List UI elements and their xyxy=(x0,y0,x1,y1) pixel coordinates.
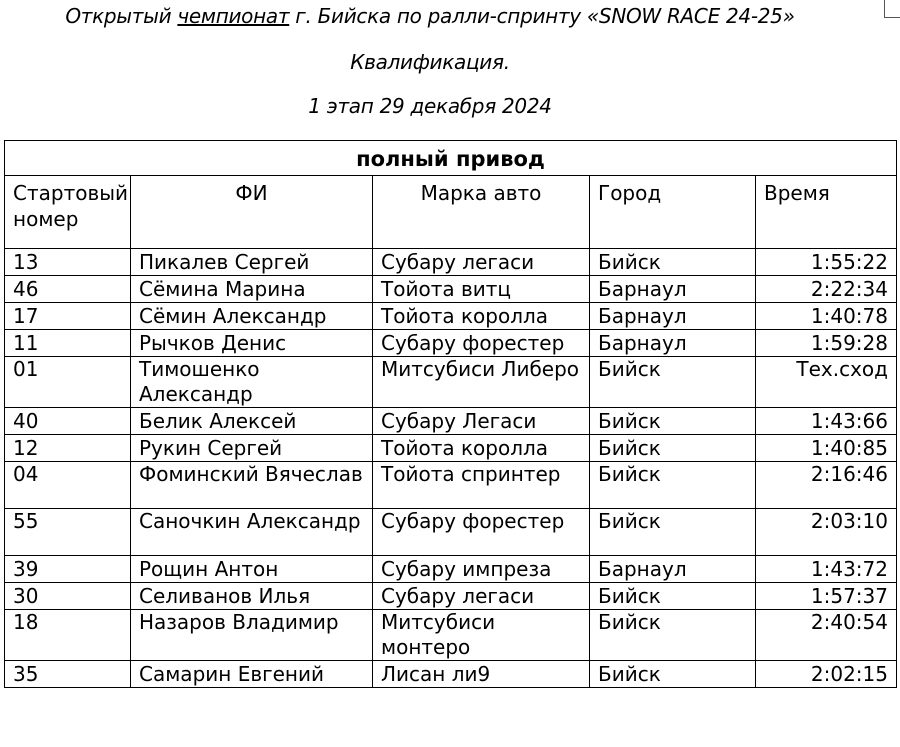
time-cell: 1:59:28 xyxy=(756,330,897,357)
time-cell: 1:57:37 xyxy=(756,583,897,610)
city-cell: Бийск xyxy=(590,462,756,509)
car-cell: Лисан ли9 xyxy=(373,661,590,688)
start-number-cell: 13 xyxy=(5,249,131,276)
car-cell: Тойота королла xyxy=(373,303,590,330)
title-underlined-word: чемпионат xyxy=(177,4,290,28)
stage-date: 1 этап 29 декабря 2024 xyxy=(308,94,552,118)
name-cell: Селиванов Илья xyxy=(131,583,373,610)
start-number-cell: 12 xyxy=(5,435,131,462)
car-cell: Тойота королла xyxy=(373,435,590,462)
car-cell: Тойота спринтер xyxy=(373,462,590,509)
city-cell: Бийск xyxy=(590,509,756,556)
city-cell: Барнаул xyxy=(590,303,756,330)
start-number-cell: 01 xyxy=(5,357,131,408)
start-number-cell: 40 xyxy=(5,408,131,435)
column-header-name: ФИ xyxy=(131,176,373,249)
car-cell: Субару импреза xyxy=(373,556,590,583)
table-row xyxy=(5,408,897,435)
car-cell: Субару легаси xyxy=(373,583,590,610)
time-cell: 2:03:10 xyxy=(756,509,897,556)
table-row xyxy=(5,556,897,583)
name-cell: Фоминский Вячеслав xyxy=(131,462,373,509)
car-cell: Митсубиси монтеро xyxy=(373,610,590,661)
name-cell: Самарин Евгений xyxy=(131,661,373,688)
time-cell: 2:22:34 xyxy=(756,276,897,303)
city-cell: Бийск xyxy=(590,357,756,408)
name-cell: Белик Алексей xyxy=(131,408,373,435)
window-corner-control xyxy=(884,0,900,18)
column-header-start-number: Стартовый номер xyxy=(5,176,131,249)
table-row xyxy=(5,276,897,303)
city-cell: Бийск xyxy=(590,249,756,276)
start-number-cell: 11 xyxy=(5,330,131,357)
table-header-row xyxy=(5,176,897,249)
table-row xyxy=(5,583,897,610)
time-cell: 2:02:15 xyxy=(756,661,897,688)
city-cell: Барнаул xyxy=(590,330,756,357)
name-cell: Сёмин Александр xyxy=(131,303,373,330)
title-suffix: г. Бийска по ралли-спринту «SNOW RACE 24-25» xyxy=(289,4,795,28)
name-cell: Сёмина Марина xyxy=(131,276,373,303)
city-cell: Барнаул xyxy=(590,556,756,583)
name-cell: Саночкин Александр xyxy=(131,509,373,556)
category-title: полный привод xyxy=(5,141,897,176)
championship-title xyxy=(0,4,860,28)
time-cell: Тех.сход xyxy=(756,357,897,408)
column-header-time: Время xyxy=(756,176,897,249)
name-cell: Рычков Денис xyxy=(131,330,373,357)
car-cell: Тойота витц xyxy=(373,276,590,303)
name-cell: Пикалев Сергей xyxy=(131,249,373,276)
column-header-city: Город xyxy=(590,176,756,249)
city-cell: Бийск xyxy=(590,583,756,610)
table-title-row xyxy=(5,141,897,176)
results-table xyxy=(4,140,897,688)
car-cell: Митсубиси Либеро xyxy=(373,357,590,408)
car-cell: Субару форестер xyxy=(373,509,590,556)
table-row xyxy=(5,509,897,556)
city-cell: Барнаул xyxy=(590,276,756,303)
time-cell: 1:55:22 xyxy=(756,249,897,276)
start-number-cell: 39 xyxy=(5,556,131,583)
car-cell: Субару легаси xyxy=(373,249,590,276)
city-cell: Бийск xyxy=(590,610,756,661)
time-cell: 1:40:85 xyxy=(756,435,897,462)
start-number-cell: 35 xyxy=(5,661,131,688)
table-row xyxy=(5,303,897,330)
time-cell: 2:16:46 xyxy=(756,462,897,509)
start-number-cell: 04 xyxy=(5,462,131,509)
title-prefix: Открытый xyxy=(65,4,178,28)
table-row xyxy=(5,661,897,688)
name-cell: Назаров Владимир xyxy=(131,610,373,661)
time-cell: 1:43:66 xyxy=(756,408,897,435)
start-number-cell: 46 xyxy=(5,276,131,303)
time-cell: 1:43:72 xyxy=(756,556,897,583)
car-cell: Субару Легаси xyxy=(373,408,590,435)
name-cell: Рощин Антон xyxy=(131,556,373,583)
table-row xyxy=(5,357,897,408)
city-cell: Бийск xyxy=(590,435,756,462)
name-cell: Тимошенко Александр xyxy=(131,357,373,408)
city-cell: Бийск xyxy=(590,661,756,688)
start-number-cell: 17 xyxy=(5,303,131,330)
start-number-cell: 30 xyxy=(5,583,131,610)
table-row xyxy=(5,435,897,462)
table-row xyxy=(5,462,897,509)
column-header-car: Марка авто xyxy=(373,176,590,249)
table-row xyxy=(5,249,897,276)
table-row xyxy=(5,330,897,357)
city-cell: Бийск xyxy=(590,408,756,435)
time-cell: 2:40:54 xyxy=(756,610,897,661)
results-body xyxy=(5,249,897,688)
table-row xyxy=(5,610,897,661)
name-cell: Рукин Сергей xyxy=(131,435,373,462)
time-cell: 1:40:78 xyxy=(756,303,897,330)
start-number-cell: 18 xyxy=(5,610,131,661)
session-subtitle: Квалификация. xyxy=(350,50,510,74)
start-number-cell: 55 xyxy=(5,509,131,556)
car-cell: Субару форестер xyxy=(373,330,590,357)
